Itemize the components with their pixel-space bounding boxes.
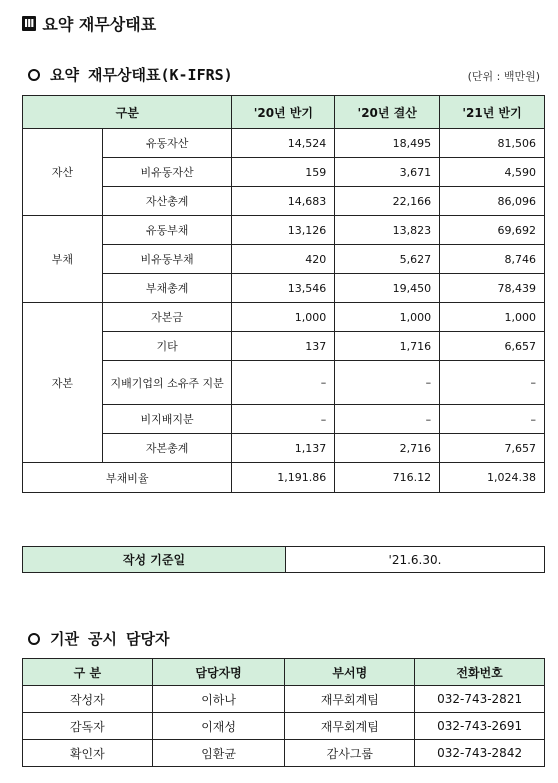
row-value-v1: 1,137 (232, 434, 335, 463)
contact-header-role: 구 분 (23, 659, 153, 686)
row-value-v2: 1,716 (335, 332, 440, 361)
row-value-v2: 22,166 (335, 187, 440, 216)
contact-name: 이재성 (152, 713, 285, 740)
fs-header-col3: '21년 반기 (440, 96, 545, 129)
base-date-label: 작성 기준일 (23, 547, 286, 573)
ratio-v1: 1,191.86 (232, 463, 335, 493)
row-value-v1: 14,524 (232, 129, 335, 158)
ratio-v3: 1,024.38 (440, 463, 545, 493)
row-value-v1: – (232, 405, 335, 434)
row-value-v1: – (232, 361, 335, 405)
row-value-v3: 1,000 (440, 303, 545, 332)
row-value-v2: 18,495 (335, 129, 440, 158)
row-item: 유동자산 (102, 129, 232, 158)
row-value-v2: 13,823 (335, 216, 440, 245)
row-value-v3: 6,657 (440, 332, 545, 361)
contact-title: 기관 공시 담당자 (50, 630, 170, 648)
section-number: Ⅲ (24, 17, 35, 30)
contact-name: 이하나 (152, 686, 285, 713)
contact-name: 임환균 (152, 740, 285, 767)
contact-phone: 032-743-2691 (415, 713, 545, 740)
row-value-v3: 8,746 (440, 245, 545, 274)
contact-header-row (23, 659, 545, 686)
base-date-value: '21.6.30. (286, 547, 545, 573)
row-value-v2: 1,000 (335, 303, 440, 332)
row-item: 지배기업의 소유주 지분 (102, 361, 232, 405)
row-value-v2: 19,450 (335, 274, 440, 303)
fs-header-row (23, 96, 545, 129)
contact-phone: 032-743-2821 (415, 686, 545, 713)
row-value-v1: 14,683 (232, 187, 335, 216)
table-row (23, 129, 545, 158)
table-row (23, 303, 545, 332)
row-value-v3: 69,692 (440, 216, 545, 245)
row-value-v3: 4,590 (440, 158, 545, 187)
row-value-v3: – (440, 361, 545, 405)
fs-title: 요약 재무상태표(K-IFRS) (50, 66, 233, 84)
contact-dept: 재무회계팀 (285, 686, 415, 713)
contact-row (23, 686, 545, 713)
row-item: 비지배지분 (102, 405, 232, 434)
row-value-v1: 1,000 (232, 303, 335, 332)
row-value-v2: 2,716 (335, 434, 440, 463)
row-value-v1: 13,126 (232, 216, 335, 245)
row-item: 자산총계 (102, 187, 232, 216)
contact-header-name: 담당자명 (152, 659, 285, 686)
row-value-v1: 159 (232, 158, 335, 187)
row-item: 기타 (102, 332, 232, 361)
row-value-v2: – (335, 361, 440, 405)
contact-row (23, 740, 545, 767)
group-category: 자본 (23, 303, 103, 463)
ratio-label: 부채비율 (23, 463, 232, 493)
row-item: 자본금 (102, 303, 232, 332)
row-value-v3: – (440, 405, 545, 434)
row-item: 자본총계 (102, 434, 232, 463)
row-value-v3: 7,657 (440, 434, 545, 463)
row-value-v2: – (335, 405, 440, 434)
section-heading (22, 12, 156, 35)
contact-header-phone: 전화번호 (415, 659, 545, 686)
ratio-row (23, 463, 545, 493)
contact-dept: 재무회계팀 (285, 713, 415, 740)
fs-header-col1: '20년 반기 (232, 96, 335, 129)
row-item: 비유동부채 (102, 245, 232, 274)
contact-role: 작성자 (23, 686, 153, 713)
fs-header-category: 구분 (23, 96, 232, 129)
row-value-v3: 78,439 (440, 274, 545, 303)
row-item: 부채총계 (102, 274, 232, 303)
contact-table (22, 658, 545, 767)
base-date-table (22, 546, 545, 573)
ratio-v2: 716.12 (335, 463, 440, 493)
group-category: 부채 (23, 216, 103, 303)
row-value-v1: 420 (232, 245, 335, 274)
row-value-v2: 3,671 (335, 158, 440, 187)
financial-table (22, 95, 545, 493)
row-value-v3: 86,096 (440, 187, 545, 216)
section-title: 요약 재무상태표 (42, 15, 157, 34)
circle-bullet-icon (28, 69, 40, 81)
row-item: 비유동자산 (102, 158, 232, 187)
group-category: 자산 (23, 129, 103, 216)
contact-role: 감독자 (23, 713, 153, 740)
contact-header-dept: 부서명 (285, 659, 415, 686)
fs-header-col2: '20년 결산 (335, 96, 440, 129)
contact-row (23, 713, 545, 740)
row-value-v3: 81,506 (440, 129, 545, 158)
contact-phone: 032-743-2842 (415, 740, 545, 767)
circle-bullet-icon (28, 633, 40, 645)
table-row (23, 216, 545, 245)
fs-subtitle (22, 64, 233, 85)
row-value-v1: 13,546 (232, 274, 335, 303)
contact-dept: 감사그룹 (285, 740, 415, 767)
row-value-v2: 5,627 (335, 245, 440, 274)
unit-note: (단위 : 백만원) (467, 70, 540, 83)
contact-subtitle (22, 628, 170, 649)
row-value-v1: 137 (232, 332, 335, 361)
row-item: 유동부채 (102, 216, 232, 245)
contact-role: 확인자 (23, 740, 153, 767)
